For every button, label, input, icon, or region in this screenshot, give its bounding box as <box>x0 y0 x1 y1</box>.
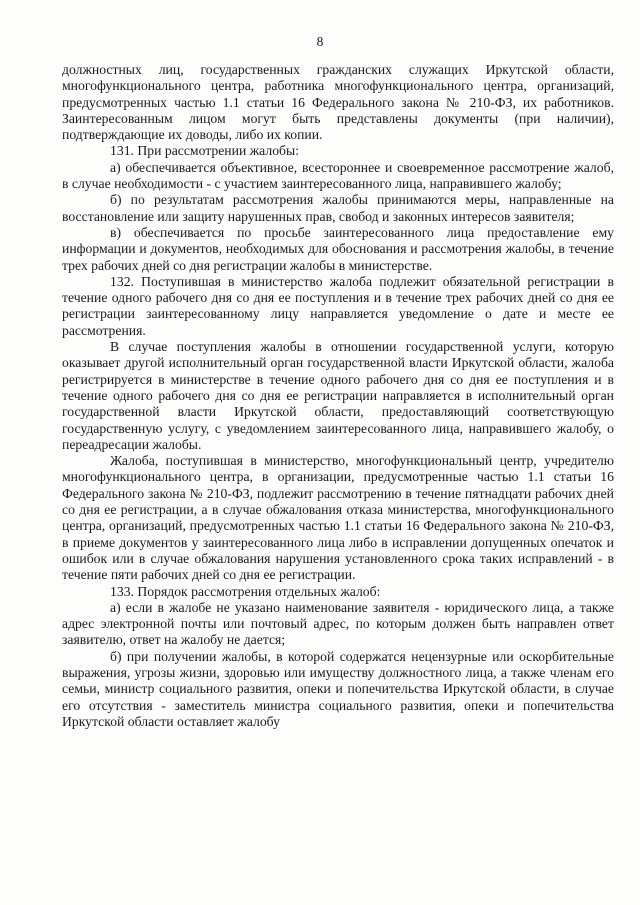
page-number: 8 <box>316 34 324 49</box>
paragraph: 133. Порядок рассмотрения отдельных жалоб: <box>110 583 381 599</box>
document-body <box>62 62 614 730</box>
paragraph: 132. Поступившая в министерство жалоба подлежит обязательной регистрации в течение одного рабочего дня со дня ее поступления и в течение трех рабочих дней со дня ее регистрации заинтересованному лицу направляется уведомление о дате и месте ее рассмотрения. <box>62 273 614 338</box>
paragraph: а) обеспечивается объективное, всестороннее и своевременное рассмотрение жалоб, в случае необходимости - с участием заинтересованного лица, направившего жалобу; <box>62 159 614 192</box>
paragraph: б) при получении жалобы, в которой содержатся нецензурные или оскорбительные выражения, угрозы жизни, здоровью или имуществу должностного лица, а также членам его семьи, министр социального развития, опеки и попечительства Иркутской области, в случае его отсутствия - заместитель министра социального развития, опеки и попечительства Иркутской области оставляет жалобу <box>62 648 614 729</box>
paragraph: а) если в жалобе не указано наименование заявителя - юридического лица, а также адрес электронной почты или почтовый адрес, по которым должен быть направлен ответ заявителю, ответ на жалобу не дается; <box>62 599 614 648</box>
paragraph: 131. При рассмотрении жалобы: <box>110 143 299 159</box>
paragraph: должностных лиц, государственных гражданских служащих Иркутской области, многофункционального центра, работника многофункционального центра, организаций, предусмотренных частью 1.1 статьи 16 Федерального закона № 210-ФЗ, их работников. Заинтересованным лицом могут быть представлены документы (при наличии), подтверждающие их доводы, либо их копии. <box>62 62 614 143</box>
paragraph: В случае поступления жалобы в отношении государственной услуги, которую оказывает другой исполнительный орган государственной власти Иркутской области, жалоба регистрируется в министерстве в течение одного рабочего дня со дня ее поступления и в течение одного рабочего дня со дня ее регистрации направляется в исполнительный орган государственной власти Иркутской области, предоставляющий соответствующую государственную услугу, с уведомлением заинтересованного лица, направившего жалобу, о переадресации жалобы. <box>62 339 614 452</box>
paragraph: в) обеспечивается по просьбе заинтересованного лица предоставление ему информации и документов, необходимых для обоснования и рассмотрения жалобы, в течение трех рабочих дней со дня регистрации жалобы в министерстве. <box>62 224 614 273</box>
paragraph: б) по результатам рассмотрения жалобы принимаются меры, направленные на восстановление или защиту нарушенных прав, свобод и законных интересов заявителя; <box>62 192 614 224</box>
paragraph: Жалоба, поступившая в министерство, многофункциональный центр, учредителю многофункционального центра, в организации, предусмотренные частью 1.1 статьи 16 Федерального закона № 210-ФЗ, подлежит рассмотрению в течение пятнадцати рабочих дней со дня ее регистрации, а в случае обжалования отказа министерства, многофункционального центра, организаций, предусмотренных частью 1.1 статьи 16 Федерального закона № 210-ФЗ, в приеме документов у заинтересованного лица либо в исправлении допущенных опечаток и ошибок или в случае обжалования нарушения установленного срока таких исправлений - в течение пяти рабочих дней со дня ее регистрации. <box>62 453 614 583</box>
